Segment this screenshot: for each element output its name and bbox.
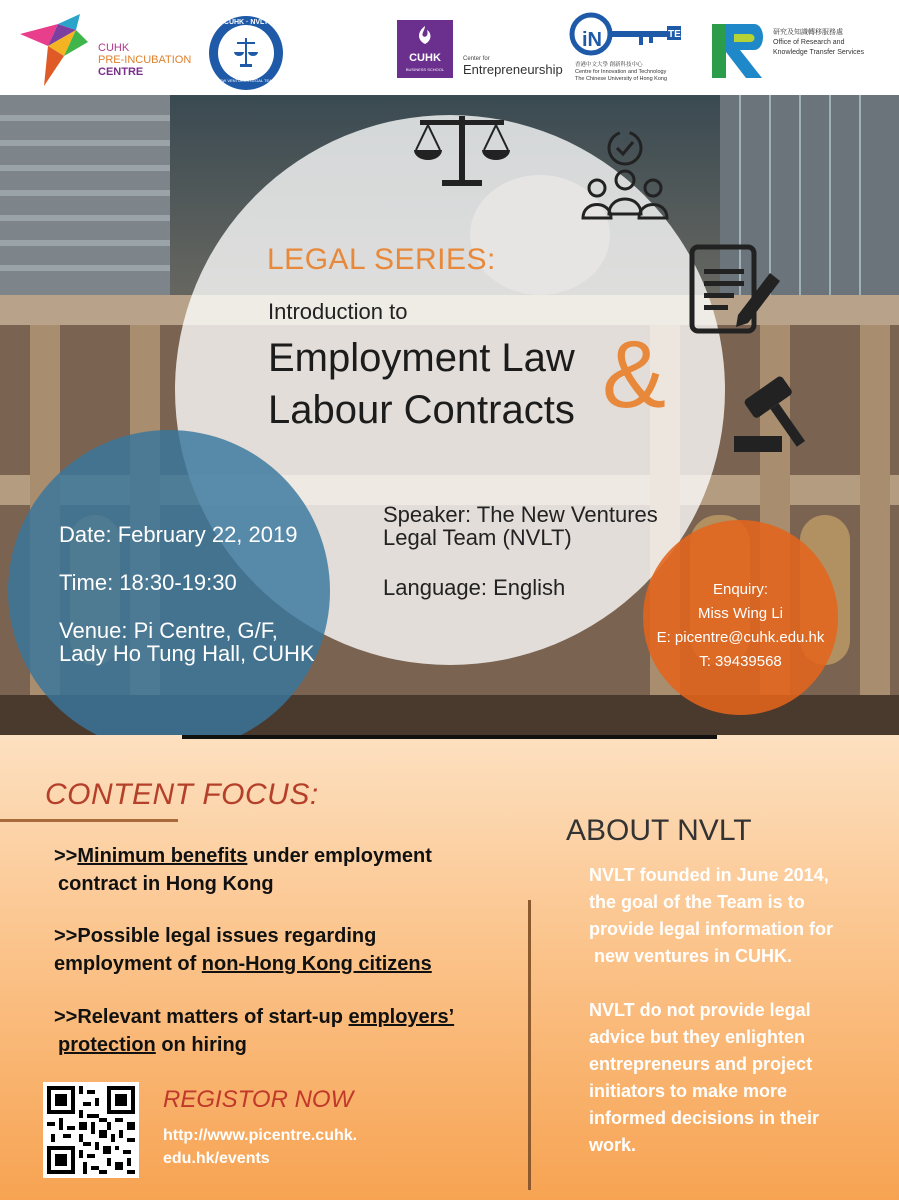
ork-logo: 研究及知識轉移服務處 Office of Research and Knowledge Transfer Services: [710, 22, 885, 82]
team-check-icon: [577, 128, 673, 224]
event-time: Time: 18:30-19:30: [59, 570, 237, 595]
about-paragraph-1: NVLT founded in June 2014, the goal of the Team is to provide legal information for new ventures in CUHK.: [589, 865, 834, 966]
rk-icon: [710, 22, 768, 80]
ampersand: &: [602, 321, 667, 428]
title-line-2: Labour Contracts: [268, 388, 575, 432]
building-photo-background: [0, 95, 899, 735]
svg-text:iN: iN: [582, 29, 602, 51]
heading-underline: [0, 819, 178, 822]
pre-incubation-logo: [18, 12, 198, 90]
focus-item-3: >>Relevant matters of start-up employers’ protection on hiring: [54, 1006, 455, 1056]
series-label: LEGAL SERIES:: [267, 243, 496, 276]
focus-item-2: >>Possible legal issues regarding employment of non-Hong Kong citizens: [54, 925, 432, 975]
focus-item-1: >>Minimum benefits under employment contract in Hong Kong: [54, 845, 432, 895]
content-focus-heading: CONTENT FOCUS:: [45, 778, 319, 811]
intro-label: Introduction to: [268, 299, 408, 324]
scale-icon: [231, 36, 261, 70]
bird-icon: [18, 12, 98, 90]
logo-header: CUHK PRE-INCUBATION CENTRE CUHK · NVLT NEW VENTURES LEGAL TEAM CUHK BUSINESS SCHOOL Center for Entrepreneurship iN TE 香港中文大學 創新科技中心 Centre for Innovation and Technology The Chinese University of Hong Kong 研究及知識轉移服務處 Office of Research and Knowledge Transfer Services: [0, 0, 899, 95]
qr-code-icon[interactable]: [43, 1082, 139, 1178]
preincubation-text: CUHK PRE-INCUBATION CENTRE: [98, 42, 192, 78]
enquiry-block: Enquiry: Miss Wing Li E: picentre@cuhk.edu.hk T: 39439568: [656, 581, 825, 670]
title-line-1: Employment Law: [268, 336, 575, 380]
scale-of-justice-icon: [412, 110, 512, 190]
event-speaker: Speaker: The New Ventures Legal Team (NVLT): [383, 502, 658, 550]
flame-icon: [413, 24, 437, 46]
about-heading: ABOUT NVLT: [566, 814, 752, 847]
innotech-logo: iN TE 香港中文大學 創新科技中心 Centre for Innovation and Technology The Chinese University of Hong Kong: [569, 12, 684, 87]
gavel-icon: [728, 370, 824, 460]
event-date: Date: February 22, 2019: [59, 522, 298, 547]
svg-text:TE: TE: [668, 29, 681, 40]
about-paragraph-2: NVLT do not provide legal advice but they enlighten entrepreneurs and project initiators to make more informed decisions in their work.: [589, 1000, 820, 1155]
cuhk-business-school-logo: CUHK BUSINESS SCHOOL: [397, 20, 453, 78]
key-icon: [569, 12, 684, 60]
event-language: Language: English: [383, 575, 566, 600]
divider-line: [182, 735, 717, 739]
event-venue: Venue: Pi Centre, G/F, Lady Ho Tung Hall, CUHK: [59, 618, 315, 666]
register-heading: REGISTOR NOW: [163, 1086, 354, 1113]
vertical-divider: [528, 900, 531, 1190]
nvlt-badge-logo: CUHK · NVLT NEW VENTURES LEGAL TEAM: [209, 16, 283, 90]
register-link[interactable]: http://www.picentre.cuhk. edu.hk/events: [163, 1127, 358, 1167]
contract-document-icon: [688, 243, 784, 335]
